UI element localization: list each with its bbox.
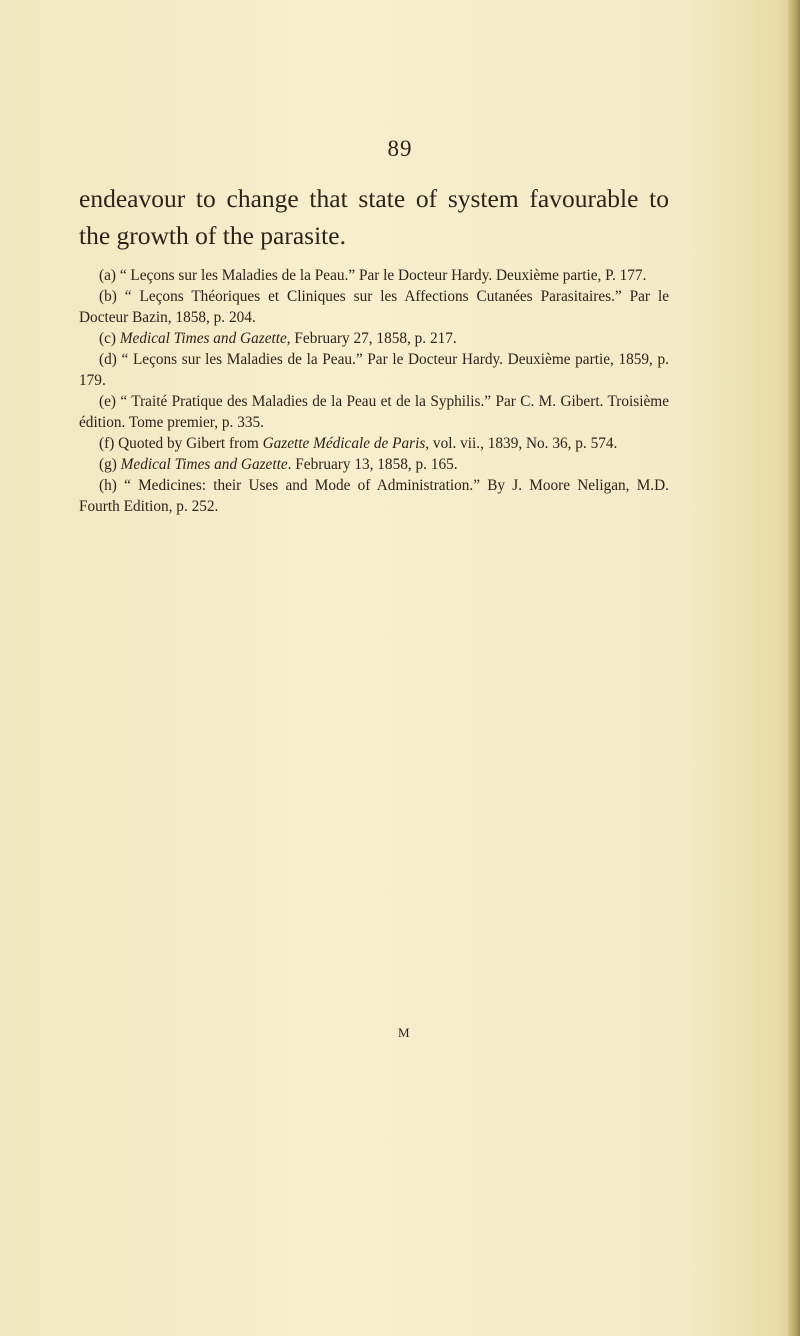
footnote-text: “ Leçons Théoriques et Cliniques sur les Affections Cutanées Parasitaires.” Par le Docteur Bazin, 1858, p. 204. [79, 288, 669, 326]
page-number: 89 [387, 136, 413, 161]
footnote-label: (f) [99, 435, 115, 452]
footnote-label: (e) [99, 393, 116, 410]
signature-mark: M [398, 1025, 410, 1040]
footnotes [79, 265, 669, 517]
footnote-text: Quoted by Gibert from [118, 435, 263, 452]
footnote-text: , February 27, 1858, p. 217. [286, 330, 457, 347]
footnote-text: , vol. vii., 1839, No. 36, p. 574. [425, 435, 618, 452]
footnote-b [79, 286, 669, 328]
footnote-label: (g) [99, 456, 117, 473]
footnote-f [79, 433, 669, 454]
footnote-label: (c) [99, 330, 116, 347]
body-paragraph: endeavour to change that state of system favourable to the growth of the parasite. [79, 184, 669, 250]
footnote-d [79, 349, 669, 391]
footnote-a [79, 265, 669, 286]
footnote-title: Gazette Médicale de Paris [262, 435, 426, 452]
footnote-text: “ Medicines: their Uses and Mode of Administration.” By J. Moore Neligan, M.D. Fourth Edition, p. 252. [79, 477, 669, 515]
footnote-title: Medical Times and Gazette [120, 456, 288, 473]
page-edge [788, 0, 800, 1336]
footnote-e [79, 391, 669, 433]
footnote-text: “ Traité Pratique des Maladies de la Peau et de la Syphilis.” Par C. M. Gibert. Troisième édition. Tome premier, p. 335. [79, 393, 669, 431]
footnote-text: “ Leçons sur les Maladies de la Peau.” Par le Docteur Hardy. Deuxième partie, 1859, p. 179. [79, 351, 669, 389]
footnote-text: . February 13, 1858, p. 165. [287, 456, 458, 473]
footnote-label: (b) [99, 288, 117, 305]
footnote-g [79, 454, 669, 475]
footnote-h [79, 475, 669, 517]
footnote-label: (d) [99, 351, 117, 368]
footnote-text: “ Leçons sur les Maladies de la Peau.” Par le Docteur Hardy. Deuxième partie, P. 177. [119, 267, 647, 284]
footnote-label: (h) [99, 477, 117, 494]
footnote-title: Medical Times and Gazette [119, 330, 287, 347]
footnote-c [79, 328, 669, 349]
footnote-label: (a) [99, 267, 116, 284]
